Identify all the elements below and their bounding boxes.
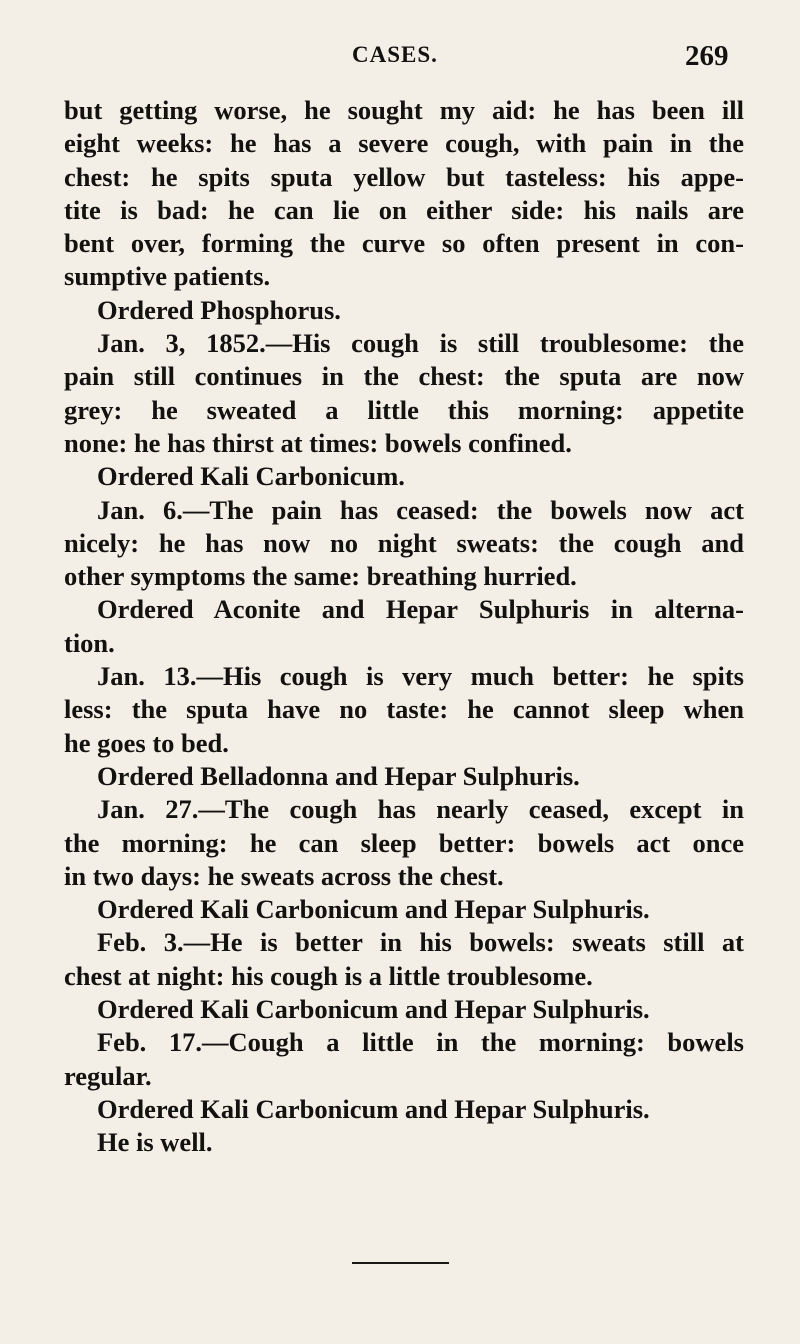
text-line: chest: he spits sputa yellow but tasteless: his appe- [64, 161, 744, 192]
text-line: He is well. [97, 1127, 213, 1158]
text-line: but getting worse, he sought my aid: he has been ill [64, 95, 744, 125]
text-line: Ordered Belladonna and Hepar Sulphuris. [97, 760, 580, 791]
text-line: grey: he sweated a little this morning: appetite [64, 394, 744, 425]
text-line: Feb. 17.—Cough a little in the morning: bowels [97, 1027, 744, 1058]
text-line: nicely: he has now no night sweats: the cough and [64, 527, 744, 558]
text-line: chest at night: his cough is a little troublesome. [64, 960, 593, 991]
text-line: Ordered Kali Carbonicum and Hepar Sulphuris. [97, 994, 650, 1025]
body-text [64, 94, 744, 1160]
text-line: sumptive patients. [64, 261, 271, 292]
text-line: other symptoms the same: breathing hurried. [64, 561, 577, 592]
text-line: Jan. 3, 1852.—His cough is still troublesome: the [97, 328, 744, 359]
text-line: Jan. 13.—His cough is very much better: he spits [97, 661, 744, 692]
text-line: Jan. 27.—The cough has nearly ceased, except in [97, 794, 744, 825]
text-line: Ordered Aconite and Hepar Sulphuris in alterna- [97, 594, 744, 625]
text-line: Ordered Kali Carbonicum and Hepar Sulphuris. [97, 894, 650, 925]
text-line: he goes to bed. [64, 727, 229, 758]
text-line: the morning: he can sleep better: bowels act once [64, 827, 744, 858]
text-line: Ordered Kali Carbonicum and Hepar Sulphuris. [97, 1093, 650, 1124]
running-header [0, 42, 800, 86]
text-line: eight weeks: he has a severe cough, with pain in the [64, 128, 744, 159]
text-line: Ordered Phosphorus. [97, 294, 341, 325]
text-line: less: the sputa have no taste: he cannot sleep when [64, 694, 744, 725]
text-line: none: he has thirst at times: bowels confined. [64, 427, 572, 458]
end-rule [352, 1262, 449, 1264]
text-line: pain still continues in the chest: the sputa are now [64, 361, 744, 392]
text-line: Feb. 3.—He is better in his bowels: sweats still at [97, 927, 744, 958]
text-line: Ordered Kali Carbonicum. [97, 461, 405, 492]
text-line: regular. [64, 1060, 152, 1091]
text-line: tite is bad: he can lie on either side: his nails are [64, 194, 744, 225]
text-line: tion. [64, 627, 115, 658]
page-number: 269 [685, 40, 729, 72]
text-line: in two days: he sweats across the chest. [64, 860, 504, 891]
text-line: Jan. 6.—The pain has ceased: the bowels now act [97, 494, 744, 525]
running-title: CASES. [352, 42, 438, 67]
text-line: bent over, forming the curve so often present in con- [64, 228, 744, 259]
